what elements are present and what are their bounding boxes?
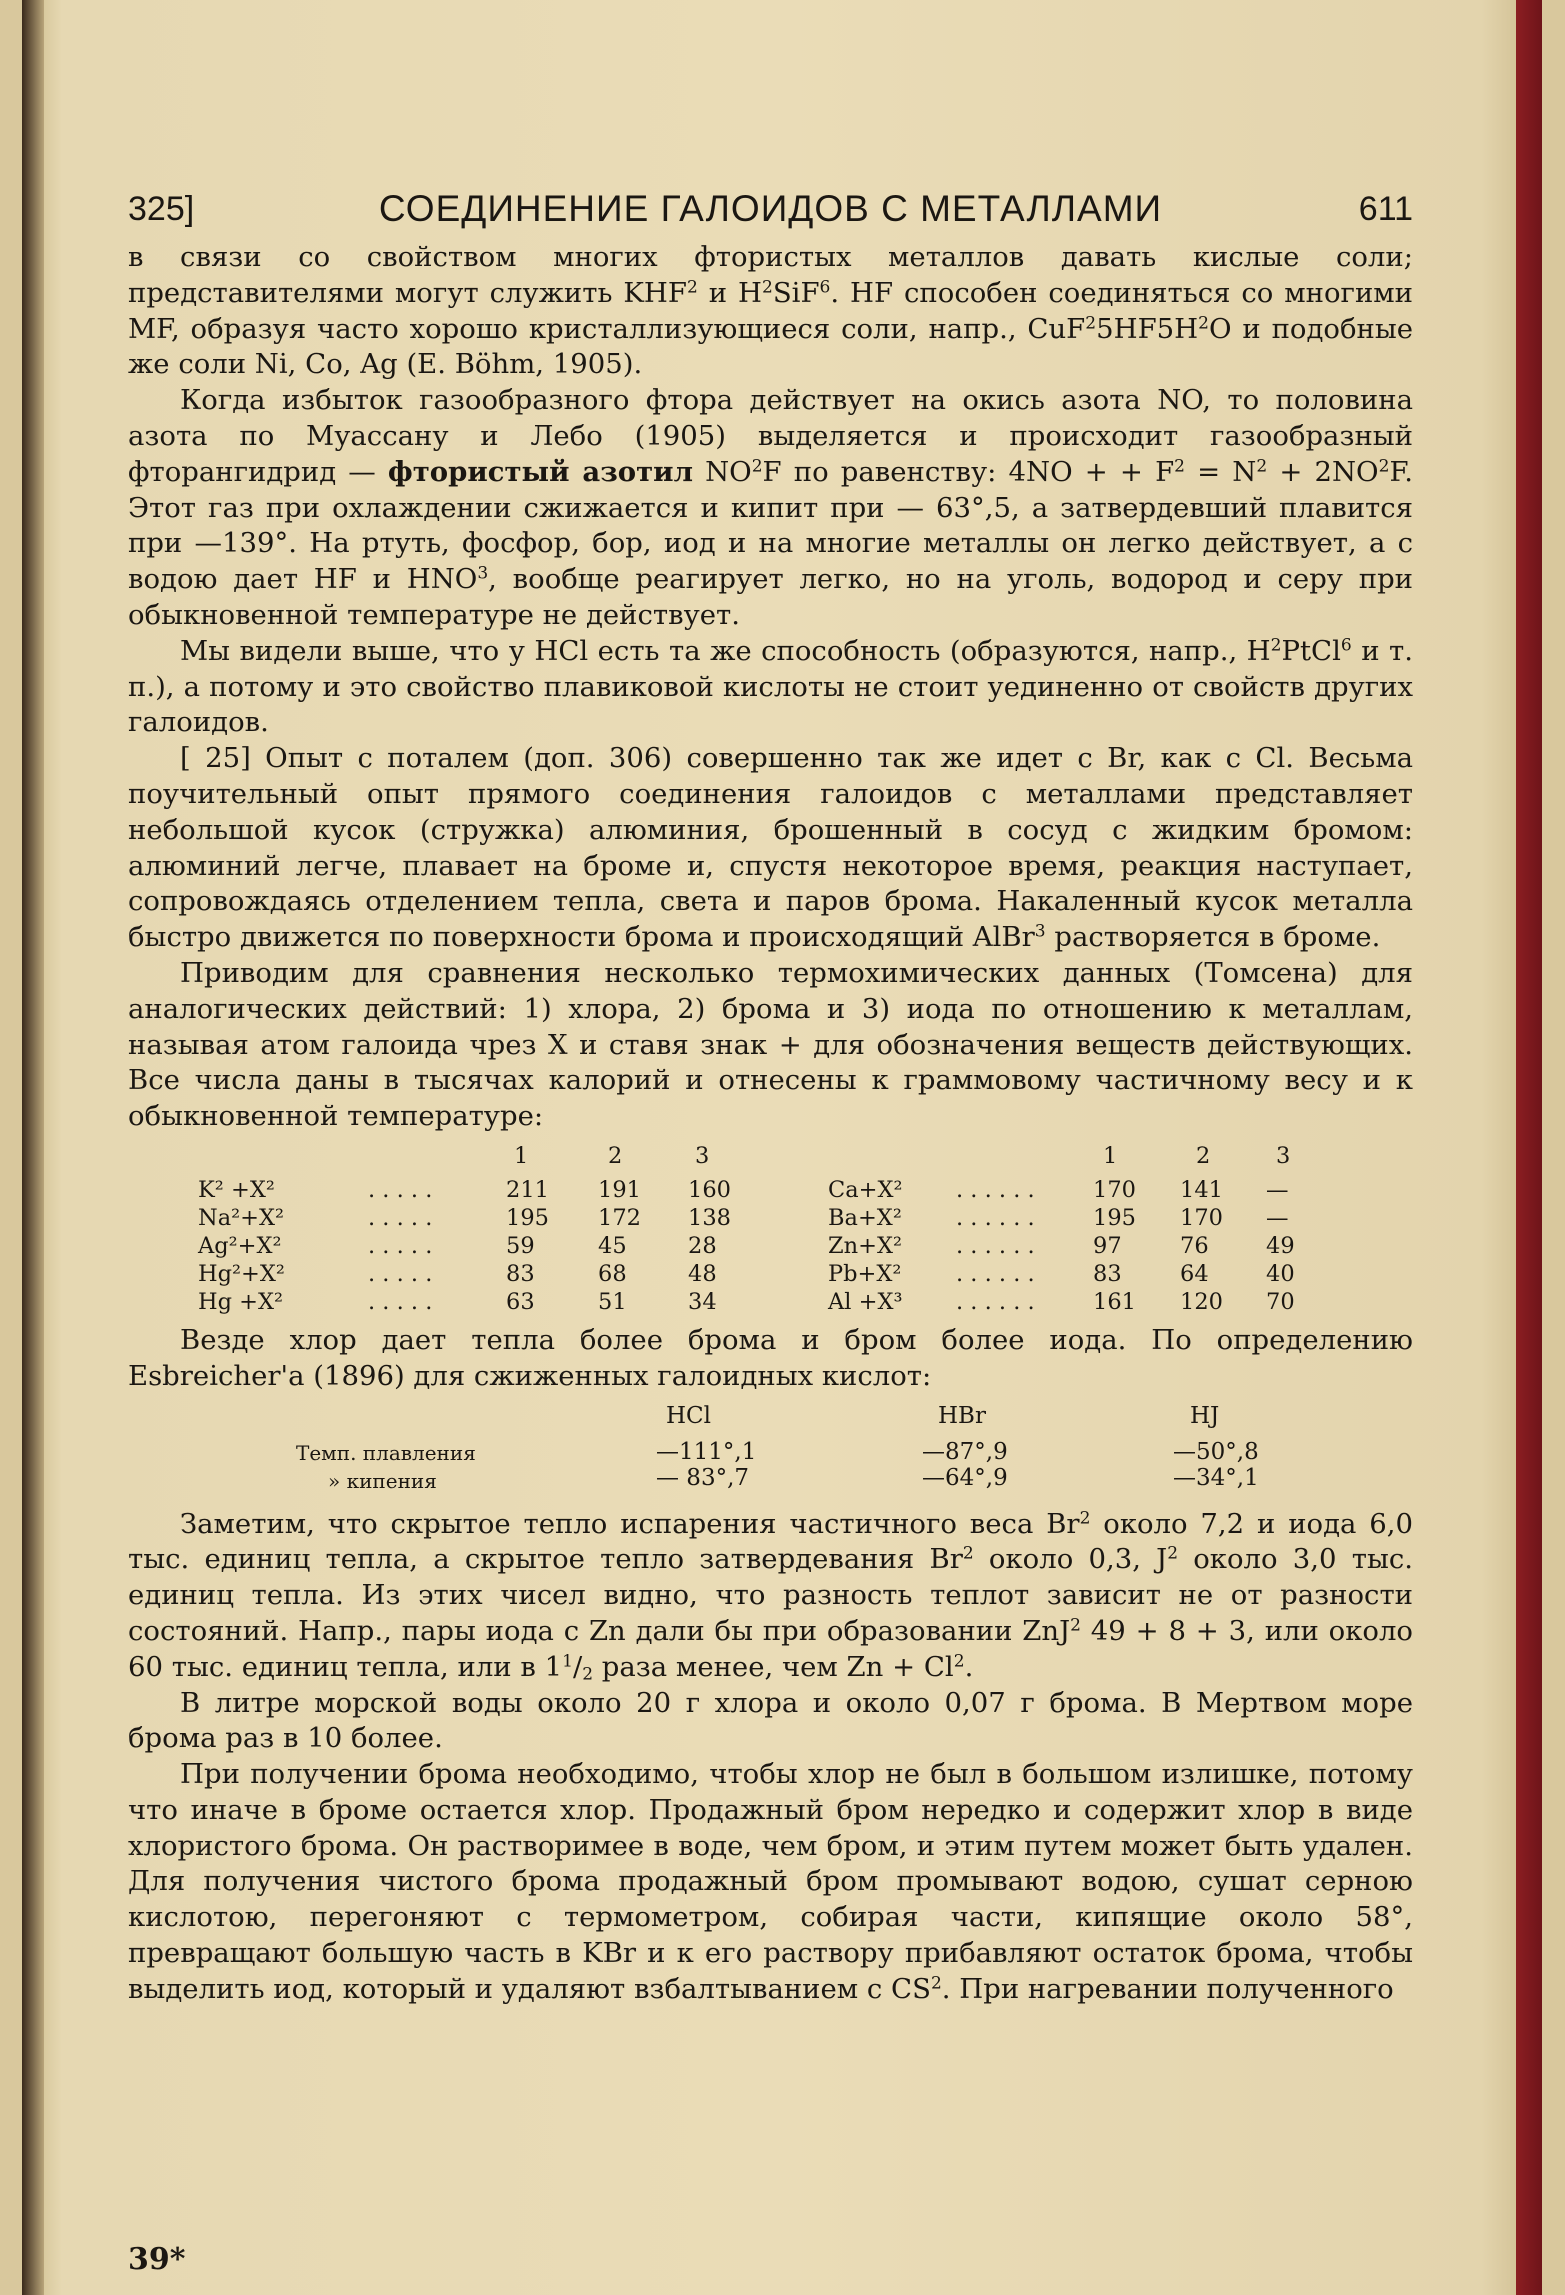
- paragraph-9: При получении брома необходимо, чтобы хлор не был в большом излишке, потому что иначе в броме остается хлор. Продажный бром нередко и содержит хлор в виде хлористого брома. Он растворимее в воде, чем бром, и этим путем может быть удален. Для получения чистого брома продажный бром промывают водою, сушат серною кислотою, перегоняют с термометром, собирая части, кипящие около 58°, превращают большую часть в KBr и к его раствору прибавляют остаток брома, чтобы выделить иод, который и удаляют взбалтыванием с $CS^2$. При нагревании полученного: [128, 1758, 1413, 2005]
- table-cell: 141: [1180, 1176, 1223, 1203]
- row-label: Na²+X²: [198, 1204, 285, 1231]
- table-cell: 83: [1093, 1260, 1122, 1287]
- page-title: СОЕДИНЕНИЕ ГАЛОИДОВ С МЕТАЛЛАМИ: [378, 188, 1163, 229]
- paragraph-1: в связи со свойством многих фтористых металлов давать кислые соли; представителями могут служить KHF$^2$ и $H^2SiF^6$. HF способен соединяться со многими MF, образуя часто хорошо кристаллизующиеся соли, напр., $CuF^25HF5H^2O$ и подобные же соли Ni, Co, Ag (E. Böhm, 1905).: [128, 241, 1413, 381]
- signature-mark: 39*: [128, 2242, 186, 2277]
- table-cell: 51: [598, 1288, 627, 1315]
- paragraph-3: Мы видели выше, что у HCl есть та же способность (образуются, напр., $H^2PtCl^6$ и т. п.), а потому и это свойство плавиковой кислоты не стоит уединенно от свойств других галоидов.: [128, 634, 1413, 739]
- leader-dots: . . . . . .: [956, 1176, 1035, 1203]
- table-cell: —64°,9: [922, 1464, 1008, 1491]
- col-header: 1: [1103, 1142, 1118, 1169]
- table-cell: 45: [598, 1232, 627, 1259]
- leader-dots: . . . . .: [368, 1288, 433, 1315]
- col-header: 3: [695, 1142, 710, 1169]
- table-cell: 34: [688, 1288, 717, 1315]
- leader-dots: . . . . . .: [956, 1288, 1035, 1315]
- table-row: [128, 1205, 1413, 1233]
- table-cell: 211: [506, 1176, 549, 1203]
- leader-dots: . . . . .: [368, 1232, 433, 1259]
- table-cell: 76: [1180, 1232, 1209, 1259]
- paragraph-6: Везде хлор дает тепла более брома и бром более иода. По определению Esbreicher'a (1896) для сжиженных галоидных кислот:: [128, 1323, 1413, 1392]
- table-cell: —: [1266, 1176, 1289, 1203]
- col-header-hcl: HCl: [666, 1402, 712, 1429]
- table-cell: 120: [1180, 1288, 1223, 1315]
- paragraph-2: Когда избыток газообразного фтора действует на окись азота NO, то половина азота по Муассану и Лебо (1905) выделяется и происходит газообразный фторангидрид — фтористый азотил $NO^2F$ по равенству: 4NO + + $F^2 = N^2 + 2NO^2F$. Этот газ при охлаждении сжижается и кипит при — 63°,5, а затвердевший плавится при —139°. На ртуть, фосфор, бор, иод и на многие металлы он легко действует, а с водою дает HF и HNO$^3$, вообще реагирует легко, но на уголь, водород и серу при обыкновенной температуре не действует.: [128, 384, 1413, 631]
- row-label: Ca+X²: [828, 1176, 903, 1203]
- leader-dots: . . . . .: [368, 1176, 433, 1203]
- row-label: K² +X²: [198, 1176, 275, 1203]
- table-cell: —111°,1: [656, 1438, 757, 1465]
- table-cell: 63: [506, 1288, 535, 1315]
- table-cell: 59: [506, 1232, 535, 1259]
- col-header-hbr: HBr: [938, 1402, 986, 1429]
- row-label: Ag²+X²: [198, 1232, 282, 1259]
- leader-dots: . . . . .: [368, 1204, 433, 1231]
- table-row: [128, 1289, 1413, 1317]
- page-number: 611: [1358, 190, 1413, 228]
- paragraph-4: [ 25] Опыт с поталем (доп. 306) совершенно так же идет с Br, как с Cl. Весьма поучительный опыт прямого соединения галоидов с металлами представляет небольшой кусок (стружка) алюминия, брошенный в сосуд с жидким бромом: алюминий легче, плавает на броме и, спустя некоторое время, реакция наступает, сопровождаясь отделением тепла, света и паров брома. Накаленный кусок металла быстро движется по поверхности брома и происходящий AlBr$^3$ растворяется в броме.: [128, 742, 1413, 954]
- table-cell: —: [1266, 1204, 1289, 1231]
- table-cell: 97: [1093, 1232, 1122, 1259]
- table-cell: 191: [598, 1176, 641, 1203]
- book-spine-edge: [1516, 0, 1542, 2295]
- table-cell: — 83°,7: [656, 1464, 750, 1491]
- table-cell: 161: [1093, 1288, 1136, 1315]
- table-cell: 68: [598, 1260, 627, 1287]
- row-label: Hg +X²: [198, 1288, 284, 1315]
- table-cell: 195: [506, 1204, 549, 1231]
- paragraph-7: Заметим, что скрытое тепло испарения частичного веса Br$^2$ около 7,2 и иода 6,0 тыс. единиц тепла, а скрытое тепло затвердевания Br$^2$ около 0,3, $J^2$ около 3,0 тыс. единиц тепла. Из этих чисел видно, что разность теплот зависит не от разности состояний. Напр., пары иода с Zn дали бы при образовании ZnJ$^2$ 49 + 8 + 3, или около 60 тыс. единиц тепла, или в $1^1/_2$ раза менее, чем $Zn + Cl^2$.: [128, 1507, 1414, 1685]
- thermochemical-table: [128, 1143, 1413, 1317]
- row-label: Zn+X²: [828, 1232, 903, 1259]
- row-label: Темп. плавления: [296, 1440, 476, 1465]
- table-cell: —34°,1: [1173, 1464, 1259, 1491]
- running-header: [128, 180, 1413, 240]
- page-content: [128, 180, 1413, 2008]
- leader-dots: . . . . .: [368, 1260, 433, 1287]
- section-number: 325]: [128, 190, 195, 228]
- table-cell: 172: [598, 1204, 641, 1231]
- col-header: 2: [608, 1142, 623, 1169]
- paragraph-8: В литре морской воды около 20 г хлора и около 0,07 г брома. В Мертвом море брома раз в 10 более.: [128, 1686, 1413, 1755]
- row-label: » кипения: [328, 1468, 437, 1493]
- col-header-hj: HJ: [1190, 1402, 1220, 1429]
- table-cell: 28: [688, 1232, 717, 1259]
- paragraph-5: Приводим для сравнения несколько термохимических данных (Томсена) для аналогических действий: 1) хлора, 2) брома и 3) иода по отношению к металлам, называя атом галоида чрез X и ставя знак + для обозначения веществ действующих. Все числа даны в тысячах калорий и отнесены к граммовому частичному весу и к обыкновенной температуре:: [128, 956, 1413, 1133]
- table-row: [128, 1233, 1413, 1261]
- table-cell: 40: [1266, 1260, 1295, 1287]
- table-cell: 170: [1093, 1176, 1136, 1203]
- table-row: [128, 1261, 1413, 1289]
- table-cell: —50°,8: [1173, 1438, 1259, 1465]
- row-label: Al +X³: [828, 1288, 903, 1315]
- col-header: 2: [1196, 1142, 1211, 1169]
- leader-dots: . . . . . .: [956, 1232, 1035, 1259]
- row-label: Pb+X²: [828, 1260, 902, 1287]
- table-cell: 70: [1266, 1288, 1295, 1315]
- col-header: 1: [514, 1142, 529, 1169]
- table-cell: 170: [1180, 1204, 1223, 1231]
- page-left-edge: [22, 0, 44, 2295]
- table-header: [128, 1143, 1413, 1173]
- table-row: [128, 1177, 1413, 1205]
- row-label: Ba+X²: [828, 1204, 902, 1231]
- table-cell: 138: [688, 1204, 731, 1231]
- leader-dots: . . . . . .: [956, 1260, 1035, 1287]
- table-cell: 48: [688, 1260, 717, 1287]
- table-cell: —87°,9: [922, 1438, 1008, 1465]
- leader-dots: . . . . . .: [956, 1204, 1035, 1231]
- halides-table: [128, 1403, 1413, 1493]
- table-cell: 83: [506, 1260, 535, 1287]
- table-cell: 160: [688, 1176, 731, 1203]
- row-label: Hg²+X²: [198, 1260, 285, 1287]
- table-cell: 195: [1093, 1204, 1136, 1231]
- col-header: 3: [1276, 1142, 1291, 1169]
- table-cell: 64: [1180, 1260, 1209, 1287]
- table-cell: 49: [1266, 1232, 1295, 1259]
